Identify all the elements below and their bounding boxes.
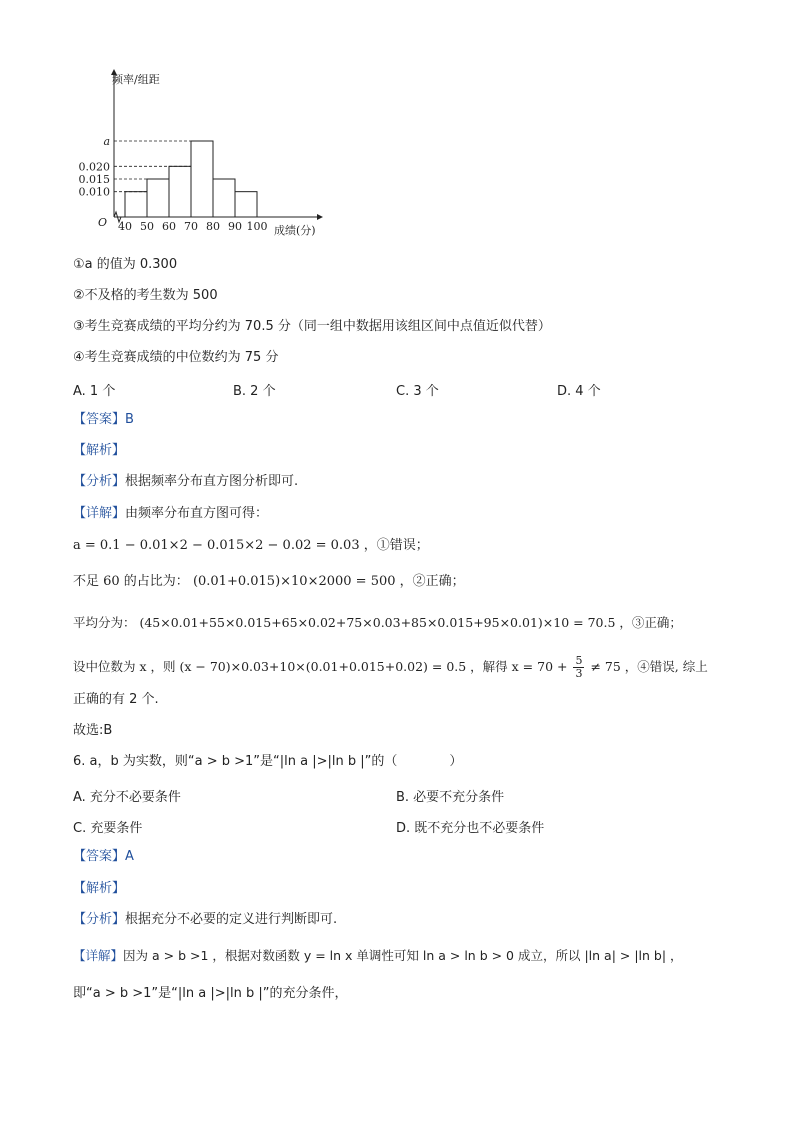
- fraction-denominator: 3: [575, 667, 583, 680]
- q5-solution-line-3: 平均分为： (45×0.01+55×0.015+65×0.02+75×0.03+85×0.015+95×0.01)×10 = 70.5 ，③正确；: [73, 615, 682, 630]
- statement-2: ②不及格的考生数为 500: [73, 288, 218, 303]
- q6-option-c: C. 充要条件: [73, 821, 143, 836]
- statement-1: ①a 的值为 0.300: [73, 257, 178, 272]
- q5-jiexi-heading: 【解析】: [73, 443, 126, 458]
- x-tick-label: 100: [246, 220, 268, 233]
- median-equation: 设中位数为 x ，则 (x − 70)×0.03+10×(0.01+0.015+0.02) = 0.5 ，解得 x = 70 +: [73, 659, 568, 674]
- fenxi-tag: 【分析】: [73, 474, 126, 489]
- y-tick-label: 0.020: [78, 160, 110, 174]
- fenxi-text: 根据频率分布直方图分析即可.: [125, 474, 299, 489]
- fraction: [573, 655, 584, 680]
- histogram-bar: [191, 141, 213, 217]
- y-tick-label: 0.015: [78, 173, 110, 186]
- q5-answer: 【答案】B: [73, 412, 134, 427]
- histogram-bar: [213, 179, 235, 217]
- q6-xiangjie: [73, 947, 683, 965]
- histogram-bar: [147, 179, 169, 217]
- origin-label: O: [98, 216, 108, 229]
- y-axis-label: 频率/组距: [112, 73, 160, 86]
- fenxi-tag: 【分析】: [73, 912, 126, 927]
- x-axis-label: 成绩(分): [274, 224, 316, 237]
- q5-option-d: D. 4 个: [557, 384, 601, 399]
- xiangjie-text: 由频率分布直方图可得：: [125, 506, 269, 521]
- q6-fenxi: [73, 911, 337, 929]
- q6-stem: 6. a，b 为实数，则“a > b >1”是“|ln a |>|ln b |”的（ ）: [73, 754, 463, 769]
- q6-answer: 【答案】A: [73, 849, 134, 864]
- q5-solution-line-1: a = 0.1 − 0.01×2 − 0.015×2 − 0.02 = 0.03 ，①错误；: [73, 538, 429, 553]
- q5-solution-line-2: 不足 60 的占比为： (0.01+0.015)×10×2000 = 500 ，②正确；: [73, 574, 465, 589]
- statement-4: ④考生竞赛成绩的中位数约为 75 分: [73, 350, 279, 365]
- histogram-bar: [169, 166, 191, 217]
- frequency-histogram: [70, 66, 340, 238]
- xiangjie-tag: 【详解】: [73, 506, 126, 521]
- fraction-numerator: 5: [575, 654, 583, 667]
- q6-option-a: A. 充分不必要条件: [73, 790, 181, 805]
- x-tick-label: 80: [206, 220, 220, 233]
- x-tick-label: 70: [184, 220, 198, 233]
- q5-solution-line-5: 正确的有 2 个.: [73, 692, 159, 707]
- q6-last-line: 即“a > b >1”是“|ln a |>|ln b |”的充分条件，: [73, 986, 348, 1001]
- fenxi-text: 根据充分不必要的定义进行判断即可.: [125, 912, 338, 927]
- xiangjie-text: 因为 a > b >1 ，根据对数函数 y = ln x 单调性可知 ln a > ln b > 0 成立，所以 |ln a| > |ln b| ，: [123, 948, 683, 963]
- y-tick-label: 0.010: [78, 185, 110, 199]
- x-tick-label: 40: [118, 220, 132, 233]
- q5-option-c: C. 3 个: [396, 384, 439, 399]
- q6-option-b: B. 必要不充分条件: [396, 790, 505, 805]
- median-conclusion: ≠ 75 ，④错误, 综上: [590, 659, 708, 674]
- q5-guxuan: 故选:B: [73, 723, 113, 738]
- xiangjie-tag: 【详解】: [73, 948, 124, 963]
- statement-3: ③考生竞赛成绩的平均分约为 70.5 分（同一组中数据用该组区间中点值近似代替）: [73, 319, 551, 334]
- q5-option-a: A. 1 个: [73, 384, 116, 399]
- q6-jiexi-heading: 【解析】: [73, 881, 126, 896]
- q5-xiangjie: [73, 505, 268, 523]
- q5-fenxi: [73, 473, 298, 491]
- histogram-bar: [235, 192, 257, 217]
- q6-option-d: D. 既不充分也不必要条件: [396, 821, 545, 836]
- x-tick-label: 90: [228, 220, 242, 233]
- x-tick-label: 50: [140, 220, 154, 233]
- histogram-bar: [125, 192, 147, 217]
- q5-option-b: B. 2 个: [233, 384, 276, 399]
- x-tick-label: 60: [162, 220, 176, 233]
- q5-solution-line-4: [73, 655, 708, 680]
- y-tick-label: a: [103, 135, 110, 148]
